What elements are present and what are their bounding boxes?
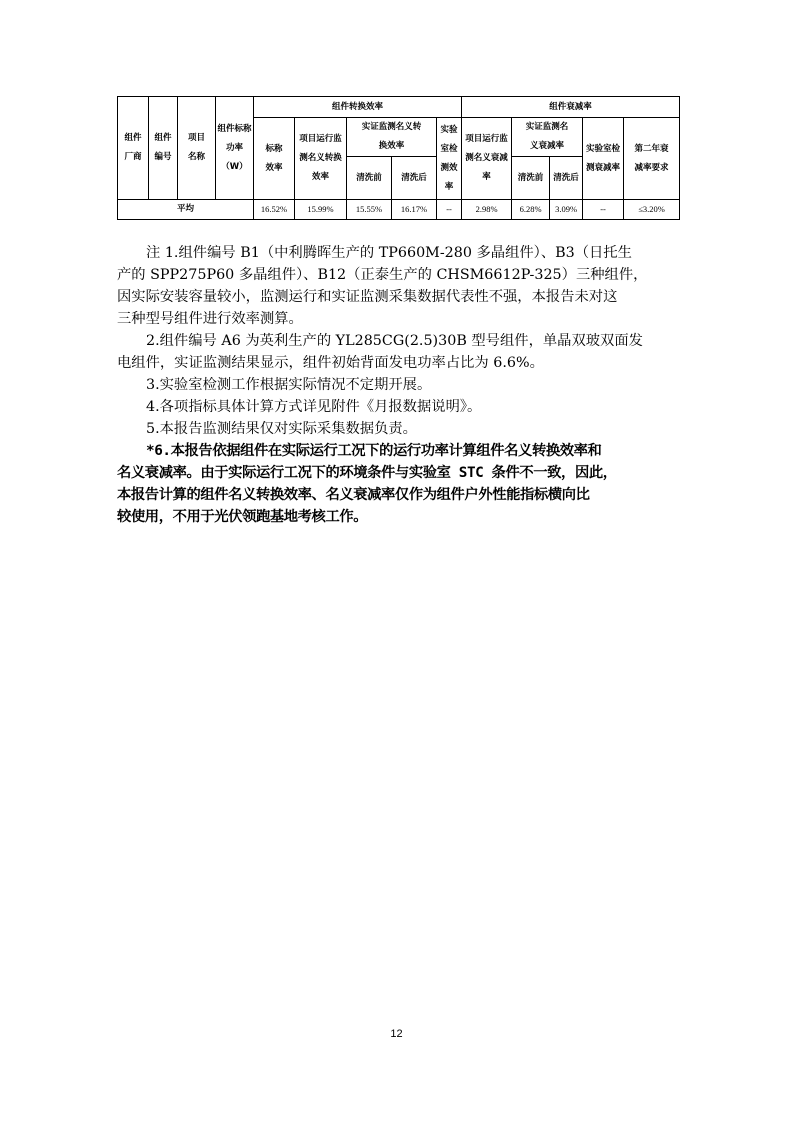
avg-degradation-before: 6.28% <box>512 200 550 220</box>
note-1-line: 因实际安装容量较小，监测运行和实证监测采集数据代表性不强，本报告未对这 <box>117 289 618 305</box>
header-module-id: 组件编号 <box>149 97 178 200</box>
avg-nominal-efficiency: 16.52% <box>254 200 295 220</box>
note-1-line: 三种型号组件进行效率测算。 <box>117 311 303 327</box>
efficiency-summary-table <box>117 96 680 220</box>
note-6-line: 本报告计算的组件名义转换效率、名义衰减率仅作为组件户外性能指标横向比 <box>117 487 590 503</box>
header-project-degradation: 项目运行监测名义衰减率 <box>462 118 512 200</box>
table-header-row <box>118 97 680 118</box>
note-1-line: 产的 SPP275P60 多晶组件）、B12（正泰生产的 CHSM6612P-325）三种组件， <box>117 267 648 283</box>
avg-requirement: ≤3.20% <box>624 200 680 220</box>
header-before-cleaning: 清洗前 <box>347 157 392 200</box>
note-6-line: 较使用，不用于光伏领跑基地考核工作。 <box>117 509 368 525</box>
header-field-degradation: 实证监测名义衰减率 <box>512 118 583 157</box>
header-manufacturer: 组件厂商 <box>118 97 149 200</box>
avg-project-degradation: 2.98% <box>462 200 512 220</box>
notes-section <box>117 242 679 528</box>
header-field-conversion: 实证监测名义转换效率 <box>347 118 437 157</box>
average-label: 平均 <box>118 200 254 220</box>
header-nominal-efficiency: 标称效率 <box>254 118 295 200</box>
note-2-line: 电组件，实证监测结果显示，组件初始背面发电功率占比为 6.6%。 <box>117 355 544 371</box>
header-rated-power: 组件标称功率（W） <box>216 97 254 200</box>
avg-lab-conversion: -- <box>437 200 462 220</box>
note-6-line: *6.本报告依据组件在实际运行工况下的运行功率计算组件名义转换效率和 <box>146 443 602 459</box>
header-lab-degradation: 实验室检测衰减率 <box>583 118 624 200</box>
header-second-year-requirement: 第二年衰减率要求 <box>624 118 680 200</box>
header-after-cleaning: 清洗后 <box>392 157 437 200</box>
header-before-cleaning: 清洗前 <box>512 157 550 200</box>
avg-lab-degradation: -- <box>583 200 624 220</box>
header-project-name: 项目名称 <box>178 97 216 200</box>
group-header-degradation: 组件衰减率 <box>462 97 680 118</box>
page-number: 12 <box>390 1028 403 1040</box>
note-5: 5.本报告监测结果仅对实际采集数据负责。 <box>146 421 417 437</box>
table-row-average <box>118 200 680 220</box>
note-4: 4.各项指标具体计算方式详见附件《月报数据说明》。 <box>146 399 482 415</box>
avg-field-before: 15.55% <box>347 200 392 220</box>
header-lab-conversion: 实验室检测效率 <box>437 118 462 200</box>
note-3: 3.实验室检测工作根据实际情况不定期开展。 <box>146 377 432 393</box>
avg-project-conversion: 15.99% <box>295 200 347 220</box>
header-after-cleaning: 清洗后 <box>550 157 583 200</box>
header-project-conversion: 项目运行监测名义转换效率 <box>295 118 347 200</box>
note-6-line: 名义衰减率。由于实际运行工况下的环境条件与实验室 STC 条件不一致，因此， <box>117 465 617 481</box>
avg-field-after: 16.17% <box>392 200 437 220</box>
group-header-conversion: 组件转换效率 <box>254 97 462 118</box>
note-1-line: 注 1.组件编号 B1（中利腾晖生产的 TP660M-280 多晶组件）、B3（日托生 <box>146 245 632 261</box>
note-2-line: 2.组件编号 A6 为英利生产的 YL285CG(2.5)30B 型号组件，单晶双玻双面发 <box>146 333 643 349</box>
avg-degradation-after: 3.09% <box>550 200 583 220</box>
